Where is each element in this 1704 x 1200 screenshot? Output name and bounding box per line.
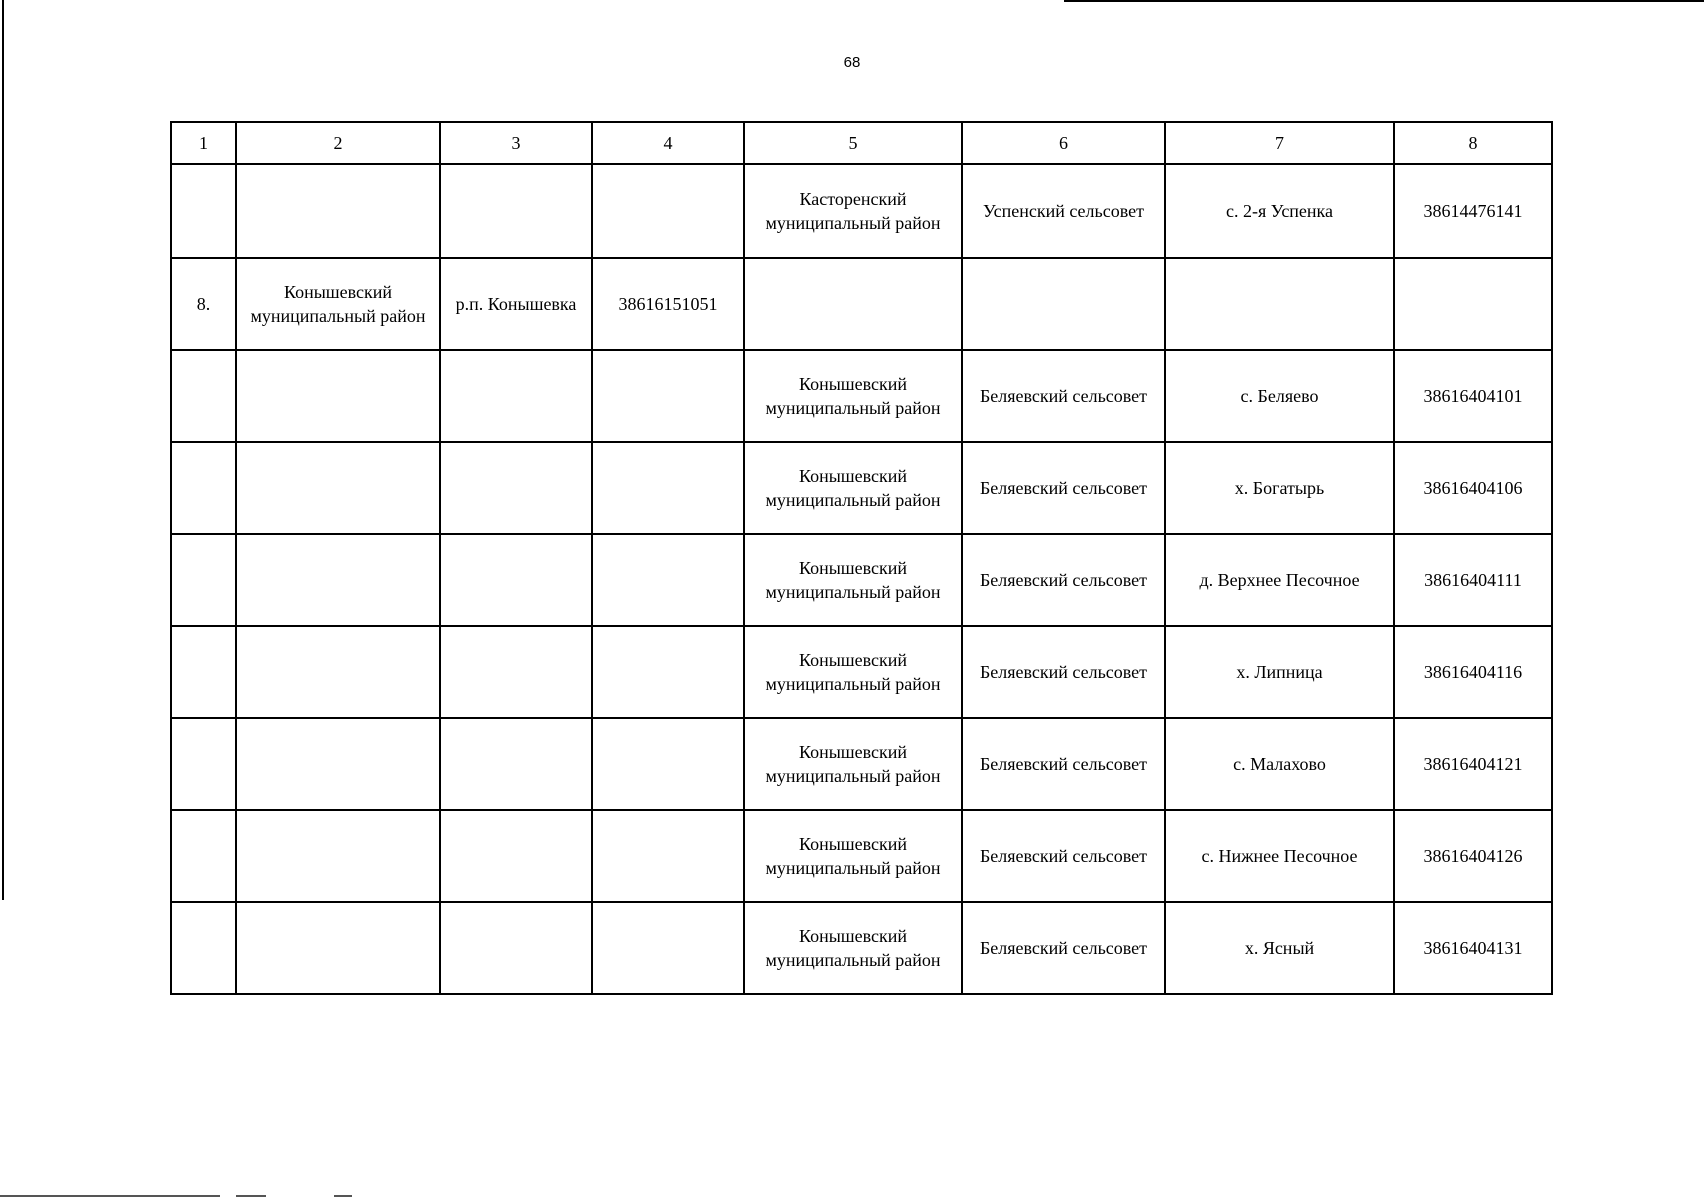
cell-settlement bbox=[962, 258, 1165, 350]
cell-number bbox=[171, 718, 236, 810]
cell-oktmo-code: 38616404121 bbox=[1394, 718, 1552, 810]
cell-oktmo-code: 38616404106 bbox=[1394, 442, 1552, 534]
cell-municipal-district: Конышевский муниципальный район bbox=[744, 442, 962, 534]
cell-center-code bbox=[592, 534, 744, 626]
cell-municipal-district: Конышевский муниципальный район bbox=[744, 718, 962, 810]
cell-locality: с. Беляево bbox=[1165, 350, 1394, 442]
cell-number bbox=[171, 810, 236, 902]
cell-settlement: Беляевский сельсовет bbox=[962, 718, 1165, 810]
cell-center bbox=[440, 350, 592, 442]
cell-center-code bbox=[592, 810, 744, 902]
table-row bbox=[171, 164, 1552, 258]
header-col-3: 3 bbox=[440, 122, 592, 164]
header-col-4: 4 bbox=[592, 122, 744, 164]
cell-number bbox=[171, 164, 236, 258]
cell-locality: д. Верхнее Песочное bbox=[1165, 534, 1394, 626]
cell-center bbox=[440, 718, 592, 810]
cell-district bbox=[236, 810, 440, 902]
cell-oktmo-code: 38616404131 bbox=[1394, 902, 1552, 994]
table-row bbox=[171, 902, 1552, 994]
scan-edge-bottom-3 bbox=[334, 1195, 352, 1197]
cell-oktmo-code bbox=[1394, 258, 1552, 350]
table-row bbox=[171, 810, 1552, 902]
cell-municipal-district: Конышевский муниципальный район bbox=[744, 534, 962, 626]
table-row bbox=[171, 534, 1552, 626]
cell-district bbox=[236, 350, 440, 442]
cell-settlement: Беляевский сельсовет bbox=[962, 810, 1165, 902]
header-col-7: 7 bbox=[1165, 122, 1394, 164]
header-row bbox=[171, 122, 1552, 164]
cell-number bbox=[171, 442, 236, 534]
cell-municipal-district: Конышевский муниципальный район bbox=[744, 902, 962, 994]
cell-center-code bbox=[592, 350, 744, 442]
cell-number bbox=[171, 350, 236, 442]
table-row bbox=[171, 718, 1552, 810]
cell-district bbox=[236, 442, 440, 534]
header-col-6: 6 bbox=[962, 122, 1165, 164]
table-header bbox=[171, 122, 1552, 164]
table-row bbox=[171, 350, 1552, 442]
cell-oktmo-code: 38616404126 bbox=[1394, 810, 1552, 902]
cell-center-code: 38616151051 bbox=[592, 258, 744, 350]
cell-oktmo-code: 38616404116 bbox=[1394, 626, 1552, 718]
cell-locality: с. Малахово bbox=[1165, 718, 1394, 810]
header-col-2: 2 bbox=[236, 122, 440, 164]
header-col-5: 5 bbox=[744, 122, 962, 164]
cell-center: р.п. Конышевка bbox=[440, 258, 592, 350]
cell-district bbox=[236, 902, 440, 994]
cell-number: 8. bbox=[171, 258, 236, 350]
cell-number bbox=[171, 534, 236, 626]
cell-district bbox=[236, 164, 440, 258]
cell-district: Конышевский муниципальный район bbox=[236, 258, 440, 350]
cell-municipal-district bbox=[744, 258, 962, 350]
cell-settlement: Беляевский сельсовет bbox=[962, 902, 1165, 994]
cell-oktmo-code: 38614476141 bbox=[1394, 164, 1552, 258]
cell-municipal-district: Касторенский муниципальный район bbox=[744, 164, 962, 258]
cell-center bbox=[440, 810, 592, 902]
scan-edge-left bbox=[2, 0, 4, 900]
cell-municipal-district: Конышевский муниципальный район bbox=[744, 626, 962, 718]
cell-settlement: Беляевский сельсовет bbox=[962, 534, 1165, 626]
header-col-1: 1 bbox=[171, 122, 236, 164]
cell-oktmo-code: 38616404111 bbox=[1394, 534, 1552, 626]
scan-edge-top bbox=[1064, 0, 1704, 2]
cell-locality: с. 2-я Успенка bbox=[1165, 164, 1394, 258]
cell-number bbox=[171, 902, 236, 994]
cell-center bbox=[440, 164, 592, 258]
cell-locality bbox=[1165, 258, 1394, 350]
cell-locality: х. Липница bbox=[1165, 626, 1394, 718]
cell-locality: х. Ясный bbox=[1165, 902, 1394, 994]
cell-settlement: Беляевский сельсовет bbox=[962, 350, 1165, 442]
cell-number bbox=[171, 626, 236, 718]
cell-center bbox=[440, 902, 592, 994]
cell-municipal-district: Конышевский муниципальный район bbox=[744, 350, 962, 442]
cell-locality: с. Нижнее Песочное bbox=[1165, 810, 1394, 902]
cell-center-code bbox=[592, 626, 744, 718]
cell-settlement: Успенский сельсовет bbox=[962, 164, 1165, 258]
cell-district bbox=[236, 534, 440, 626]
table-row bbox=[171, 258, 1552, 350]
cell-municipal-district: Конышевский муниципальный район bbox=[744, 810, 962, 902]
cell-center-code bbox=[592, 718, 744, 810]
page-number: 68 bbox=[843, 54, 861, 71]
registry-table bbox=[170, 121, 1553, 995]
cell-locality: х. Богатырь bbox=[1165, 442, 1394, 534]
cell-center-code bbox=[592, 902, 744, 994]
table-row bbox=[171, 442, 1552, 534]
cell-settlement: Беляевский сельсовет bbox=[962, 626, 1165, 718]
table-row bbox=[171, 626, 1552, 718]
table-body bbox=[171, 164, 1552, 994]
cell-district bbox=[236, 718, 440, 810]
cell-center bbox=[440, 626, 592, 718]
cell-center bbox=[440, 442, 592, 534]
scan-edge-bottom-1 bbox=[0, 1195, 220, 1197]
scan-edge-bottom-2 bbox=[236, 1195, 266, 1197]
cell-center-code bbox=[592, 164, 744, 258]
header-col-8: 8 bbox=[1394, 122, 1552, 164]
cell-settlement: Беляевский сельсовет bbox=[962, 442, 1165, 534]
cell-oktmo-code: 38616404101 bbox=[1394, 350, 1552, 442]
cell-center-code bbox=[592, 442, 744, 534]
cell-district bbox=[236, 626, 440, 718]
cell-center bbox=[440, 534, 592, 626]
